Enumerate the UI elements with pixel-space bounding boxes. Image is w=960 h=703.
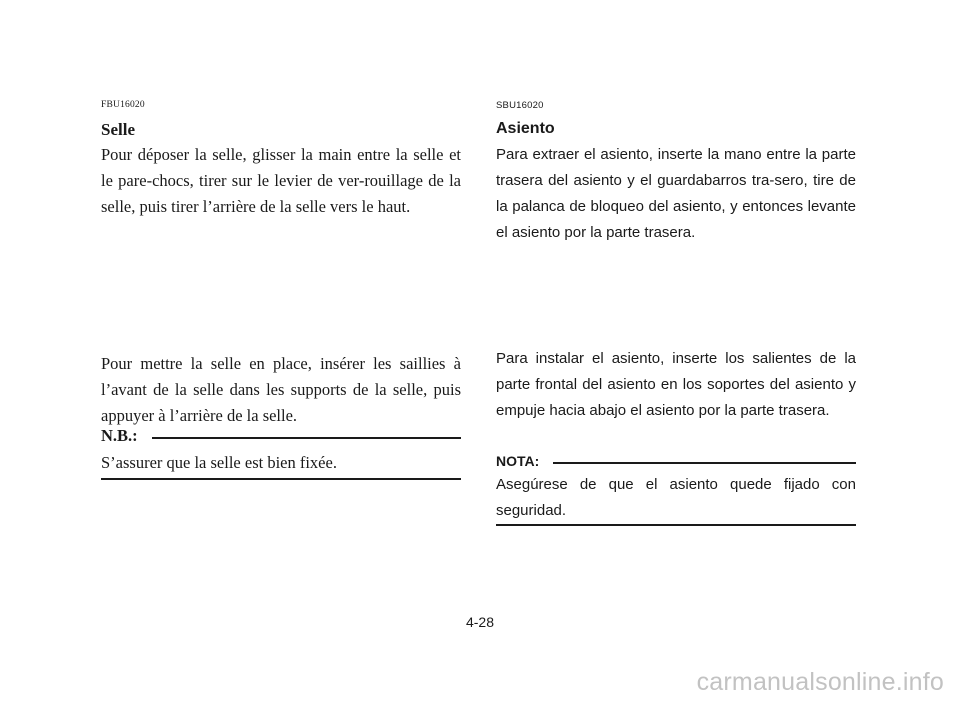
note-header (101, 426, 461, 446)
note-label: N.B.: (101, 426, 138, 445)
page-number: 4-28 (465, 614, 495, 630)
note-bottom-rule (101, 478, 461, 480)
install-paragraph: Pour mettre la selle en place, insérer les saillies à l’avant de la selle dans les supports de la selle, puis appuyer à l’arrière de la selle. (101, 354, 461, 425)
note-bottom-rule (496, 524, 856, 526)
removal-paragraph: Para extraer el asiento, inserte la mano entre la parte trasera del asiento y el guardabarros tra-sero, tire de la palanca de bloqueo del asiento, y entonces levante el asiento por la parte trasera. (496, 146, 856, 241)
install-paragraph: Para instalar el asiento, inserte los salientes de la parte frontal del asiento en los soportes del asiento y empuje hacia abajo el asiento por la parte trasera. (496, 350, 856, 419)
note-divider (553, 462, 856, 464)
note-label: NOTA: (496, 453, 540, 469)
section-code: SBU16020 (496, 100, 544, 111)
section-heading: Asiento (496, 120, 555, 137)
note-divider (152, 437, 461, 439)
section-code: FBU16020 (101, 100, 145, 110)
note-text: Asegúrese de que el asiento quede fijado con seguridad. (496, 476, 856, 519)
note-header (496, 453, 856, 469)
watermark: carmanualsonline.info (696, 668, 944, 696)
removal-paragraph: Pour déposer la selle, glisser la main entre la selle et le pare-chocs, tirer sur le levier de ver-rouillage de la selle, puis tirer l’arrière de la selle vers le haut. (101, 145, 461, 216)
note-text: S’assurer que la selle est bien fixée. (101, 453, 337, 472)
section-heading: Selle (101, 120, 135, 139)
